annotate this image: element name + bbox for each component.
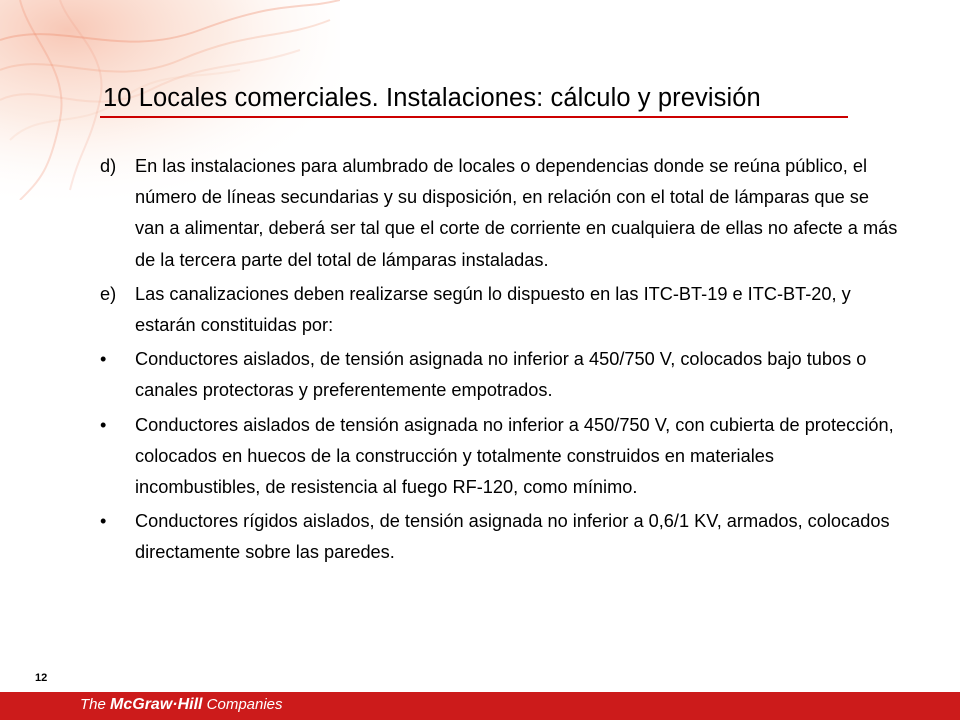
slide-body: [100, 151, 900, 572]
logo-brand: McGraw·Hill: [110, 696, 203, 713]
item-marker: •: [100, 414, 107, 435]
list-item: [100, 506, 900, 568]
item-text: Conductores aislados, de tensión asignada no inferior a 450/750 V, colocados bajo tubos o canales protectoras y preferentemente empotrados.: [135, 349, 867, 401]
footer-bar: [0, 692, 960, 720]
item-text: Conductores rígidos aislados, de tensión asignada no inferior a 0,6/1 KV, armados, colocados directamente sobre las paredes.: [135, 511, 890, 563]
logo-prefix: The: [80, 696, 111, 713]
slide-title: 10 Locales comerciales. Instalaciones: cálculo y previsión: [103, 84, 761, 112]
logo-suffix: Companies: [202, 696, 283, 713]
item-text: En las instalaciones para alumbrado de locales o dependencias donde se reúna público, el número de líneas secundarias y su disposición, en relación con el total de lámparas que se van a alimentar, deberá ser tal que el corte de corriente en cualquiera de ellas no afecte a más de la tercera parte del total de lámparas instaladas.: [135, 156, 898, 270]
item-text: Las canalizaciones deben realizarse según lo dispuesto en las ITC-BT-19 e ITC-BT-20, y estarán constituidas por:: [135, 283, 851, 336]
item-marker: •: [100, 511, 107, 532]
list-item: [100, 151, 900, 276]
item-marker: •: [100, 349, 107, 370]
list-item: [100, 410, 900, 504]
item-marker: e): [100, 283, 117, 304]
list-item: [100, 344, 900, 406]
item-marker: d): [100, 156, 117, 176]
list-item: [100, 279, 900, 341]
title-underline: [100, 116, 848, 118]
item-text: Conductores aislados de tensión asignada no inferior a 450/750 V, con cubierta de protección, colocados en huecos de la construcción y totalmente construidos en materiales incombustibles, de resistencia al fuego RF-120, como mínimo.: [135, 414, 894, 498]
page-number: 12: [35, 672, 48, 684]
publisher-logo: [80, 696, 283, 714]
